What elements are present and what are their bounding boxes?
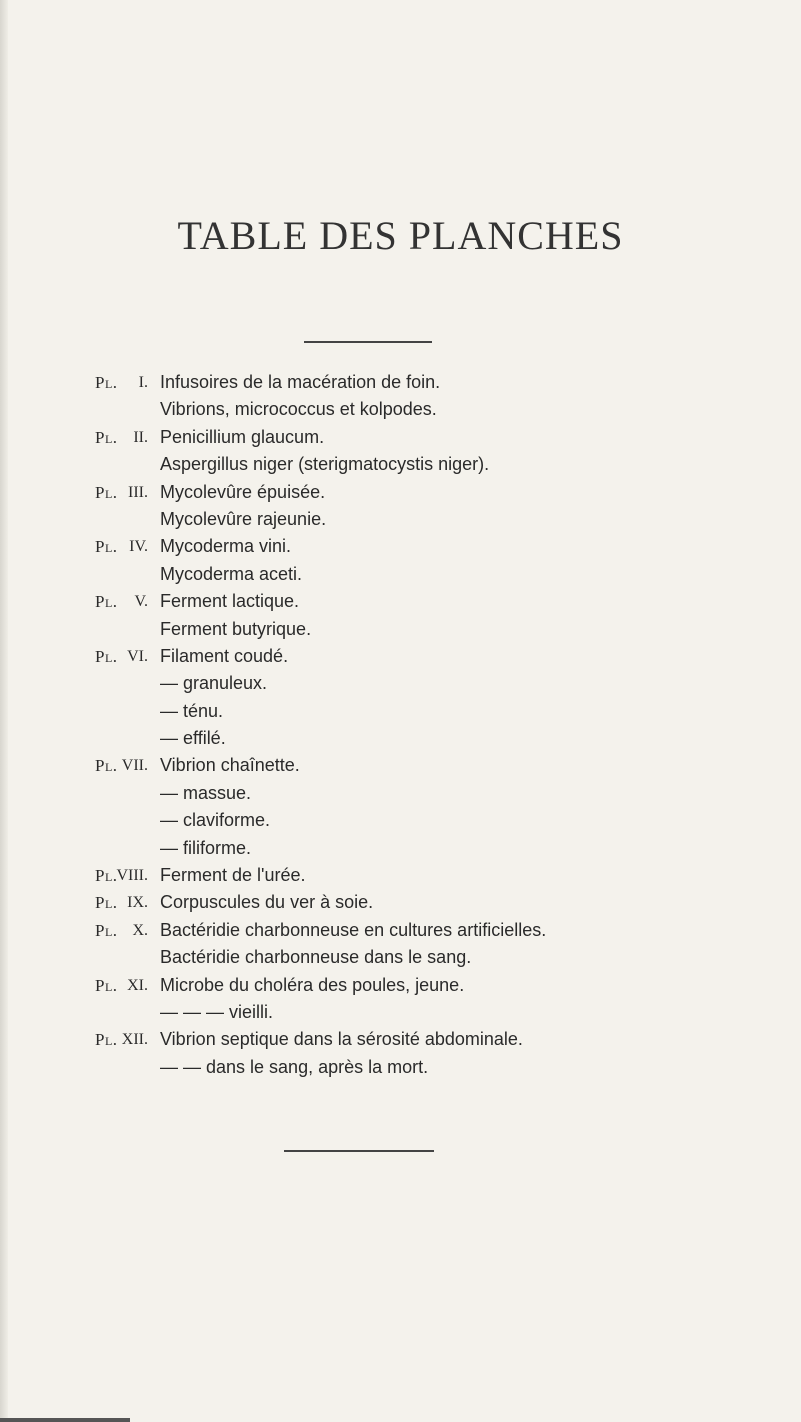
plate-number: I. [138, 374, 148, 391]
plate-description: Mycolevûre épuisée. [160, 481, 326, 502]
plate-description: — claviforme. [160, 810, 271, 831]
plate-number: VI. [127, 647, 148, 665]
plate-description: Bactéridie charbonneuse dans le sang. [160, 947, 472, 968]
plate-description: Vibrion septique dans la sérosité abdominale. [160, 1029, 523, 1050]
plate-description: — — — vieilli. [160, 1001, 274, 1022]
plate-description: Microbe du choléra des poules, jeune. [160, 974, 465, 995]
plate-number: IV. [129, 538, 148, 556]
plate-entry-line [0, 698, 801, 725]
plate-entry-line [0, 999, 801, 1026]
plate-abbrev: Pl. [95, 592, 118, 612]
plate-abbrev: Pl. [95, 756, 118, 776]
plate-number: XI. [127, 976, 148, 994]
plate-entry-line [0, 835, 801, 862]
plate-entry-line [0, 944, 801, 971]
plate-abbrev: Pl. [95, 1030, 118, 1050]
plate-description: Infusoires de la macération de foin. [160, 372, 441, 392]
plate-description: Corpuscules du ver à soie. [160, 892, 374, 913]
plate-entry-line [0, 917, 801, 944]
plate-description: — ténu. [160, 700, 224, 721]
plate-number: VII. [121, 757, 148, 775]
plate-entry-line [0, 780, 801, 807]
plate-entry-line [0, 1026, 801, 1053]
plate-abbrev: Pl. [95, 646, 118, 666]
plate-description: Vibrion chaînette. [160, 755, 300, 776]
plate-entry-line [0, 752, 801, 779]
plate-entry-line [0, 972, 801, 999]
plate-description: Ferment lactique. [160, 591, 300, 612]
plate-number: V. [134, 593, 148, 611]
plate-entry-line [0, 588, 801, 615]
plate-number: VIII. [116, 867, 148, 885]
plate-entry-line [0, 479, 801, 506]
plate-number: IX. [127, 894, 148, 912]
plate-number: III. [128, 483, 148, 501]
plate-number: XII. [121, 1031, 148, 1049]
plate-description: — granuleux. [160, 673, 268, 694]
plate-description: Mycoderma aceti. [160, 563, 303, 584]
plate-description: Vibrions, micrococcus et kolpodes. [160, 399, 437, 420]
plate-entry-line [0, 616, 801, 643]
plate-entry-line [0, 451, 801, 478]
top-rule-divider [304, 341, 432, 343]
plate-abbrev: Pl. [95, 482, 118, 502]
plate-entry-line [0, 369, 801, 396]
plate-abbrev: Pl. [95, 920, 118, 940]
plate-description: Bactéridie charbonneuse en cultures artificielles. [160, 919, 547, 940]
plate-abbrev: Pl. [95, 975, 118, 995]
plate-description: Mycolevûre rajeunie. [160, 508, 327, 529]
bottom-rule-divider [284, 1150, 434, 1152]
plate-description: Mycoderma vini. [160, 536, 292, 557]
page-title: TABLE DES PLANCHES [177, 213, 624, 258]
page-bottom-edge [0, 1418, 130, 1422]
plate-description: Aspergillus niger (sterigmatocystis niger). [160, 454, 490, 475]
plate-abbrev: Pl. [95, 427, 118, 447]
plate-entry-line [0, 807, 801, 834]
plate-abbrev: Pl. [95, 373, 118, 392]
plate-entry-line [0, 862, 801, 889]
plate-abbrev: Pl. [95, 866, 118, 886]
plate-abbrev: Pl. [95, 537, 118, 557]
plate-description: — — dans le sang, après la mort. [160, 1056, 429, 1077]
plate-entry-line [0, 643, 801, 670]
plate-number: X. [132, 921, 148, 939]
plate-description: Ferment de l'urée. [160, 865, 306, 886]
plate-description: Ferment butyrique. [160, 618, 312, 639]
plate-entry-line [0, 396, 801, 423]
plate-entry-line [0, 561, 801, 588]
plate-description: Penicillium glaucum. [160, 426, 325, 447]
plate-entry-line [0, 1054, 801, 1081]
plate-entry-line [0, 424, 801, 451]
plate-abbrev: Pl. [95, 893, 118, 913]
plate-description: — effilé. [160, 728, 226, 749]
plate-description: — massue. [160, 782, 252, 803]
plate-entry-line [0, 670, 801, 697]
plate-entry-line [0, 725, 801, 752]
plates-list [0, 369, 801, 1081]
plate-number: II. [133, 428, 148, 446]
plate-description: Filament coudé. [160, 645, 289, 666]
plate-entry-line [0, 506, 801, 533]
plate-entry-line [0, 533, 801, 560]
plate-entry-line [0, 889, 801, 916]
plate-description: — filiforme. [160, 837, 252, 858]
